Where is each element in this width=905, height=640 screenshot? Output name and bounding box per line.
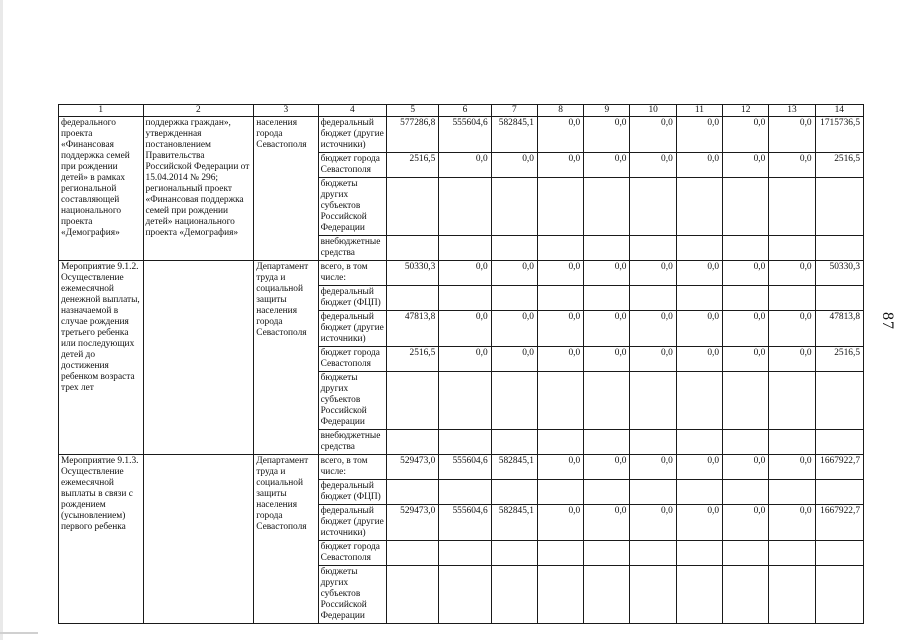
funding-source-cell: федеральный бюджет (ФЦП)	[318, 480, 386, 505]
executor-cell: населения города Севастополя	[254, 117, 318, 261]
header-cell: 14	[815, 105, 863, 117]
value-cell: 0,0	[537, 117, 583, 153]
value-cell	[439, 541, 491, 566]
value-cell: 0,0	[769, 505, 815, 541]
value-cell: 0,0	[769, 153, 815, 178]
value-cell: 0,0	[723, 153, 769, 178]
value-cell	[769, 372, 815, 430]
value-cell	[815, 480, 863, 505]
funding-source-cell: бюджет города Севастополя	[318, 153, 386, 178]
value-cell: 0,0	[630, 153, 676, 178]
value-cell: 47813,8	[387, 311, 439, 347]
value-cell: 529473,0	[387, 505, 439, 541]
header-cell: 10	[630, 105, 676, 117]
value-cell	[723, 541, 769, 566]
value-cell: 47813,8	[815, 311, 863, 347]
value-cell: 0,0	[537, 455, 583, 480]
value-cell	[491, 372, 537, 430]
value-cell: 0,0	[630, 117, 676, 153]
value-cell: 50330,3	[815, 261, 863, 286]
value-cell: 0,0	[537, 505, 583, 541]
value-cell: 0,0	[723, 261, 769, 286]
legal-basis-cell: поддержка граждан», утвержденная постановлением Правительства Российской Федерации от 15.04.2014 № 296; региональный проект «Финансовая поддержка семей при рождении детей» национального проекта «Демография»	[143, 117, 254, 261]
value-cell	[769, 236, 815, 261]
table-body	[59, 105, 864, 624]
value-cell	[676, 541, 722, 566]
value-cell: 0,0	[630, 347, 676, 372]
table-row	[59, 455, 864, 480]
table-row	[59, 117, 864, 153]
executor-cell: Департамент труда и социальной защиты населения города Севастополя	[254, 261, 318, 455]
value-cell: 0,0	[676, 153, 722, 178]
value-cell	[723, 566, 769, 624]
value-cell	[387, 480, 439, 505]
value-cell: 0,0	[769, 347, 815, 372]
value-cell: 0,0	[630, 261, 676, 286]
value-cell: 0,0	[769, 311, 815, 347]
value-cell: 0,0	[676, 505, 722, 541]
value-cell	[537, 430, 583, 455]
value-cell: 0,0	[769, 117, 815, 153]
value-cell	[815, 566, 863, 624]
header-cell: 3	[254, 105, 318, 117]
value-cell	[815, 430, 863, 455]
value-cell	[815, 178, 863, 236]
funding-source-cell: внебюджетные средства	[318, 430, 386, 455]
value-cell	[630, 286, 676, 311]
value-cell: 0,0	[584, 455, 630, 480]
value-cell	[723, 286, 769, 311]
value-cell	[491, 286, 537, 311]
value-cell: 577286,8	[387, 117, 439, 153]
funding-source-cell: всего, в том числе:	[318, 455, 386, 480]
measure-name-cell: Мероприятие 9.1.3. Осуществление ежемесячной выплаты в связи с рождением (усыновлением) первого ребенка	[59, 455, 144, 624]
funding-source-cell: внебюджетные средства	[318, 236, 386, 261]
header-cell: 7	[491, 105, 537, 117]
header-cell: 11	[676, 105, 722, 117]
value-cell	[439, 480, 491, 505]
value-cell	[630, 566, 676, 624]
measure-name-cell: Мероприятие 9.1.2. Осуществление ежемесячной денежной выплаты, назначаемой в случае рождения третьего ребенка или последующих детей до достижения ребенком возраста трех лет	[59, 261, 144, 455]
value-cell: 0,0	[676, 117, 722, 153]
value-cell: 0,0	[676, 347, 722, 372]
value-cell: 2516,5	[387, 347, 439, 372]
header-cell: 6	[439, 105, 491, 117]
value-cell	[584, 178, 630, 236]
value-cell: 50330,3	[387, 261, 439, 286]
value-cell: 529473,0	[387, 455, 439, 480]
value-cell	[630, 372, 676, 430]
value-cell: 582845,1	[491, 117, 537, 153]
value-cell	[537, 236, 583, 261]
value-cell: 0,0	[723, 347, 769, 372]
funding-source-cell: федеральный бюджет (другие источники)	[318, 311, 386, 347]
value-cell: 1667922,7	[815, 455, 863, 480]
value-cell	[439, 430, 491, 455]
executor-cell: Департамент труда и социальной защиты населения города Севастополя	[254, 455, 318, 624]
value-cell: 0,0	[630, 311, 676, 347]
value-cell: 0,0	[584, 347, 630, 372]
header-cell: 2	[143, 105, 254, 117]
value-cell: 0,0	[584, 153, 630, 178]
value-cell: 0,0	[537, 311, 583, 347]
value-cell	[387, 430, 439, 455]
funding-source-cell: федеральный бюджет (другие источники)	[318, 505, 386, 541]
value-cell: 0,0	[584, 311, 630, 347]
value-cell	[815, 372, 863, 430]
funding-source-cell: бюджет города Севастополя	[318, 347, 386, 372]
value-cell	[584, 480, 630, 505]
value-cell	[676, 566, 722, 624]
value-cell: 0,0	[769, 261, 815, 286]
value-cell: 0,0	[676, 455, 722, 480]
header-cell: 4	[318, 105, 386, 117]
value-cell: 0,0	[439, 347, 491, 372]
value-cell	[387, 541, 439, 566]
value-cell	[769, 480, 815, 505]
funding-source-cell: бюджеты других субъектов Российской Федерации	[318, 566, 386, 624]
value-cell	[584, 286, 630, 311]
value-cell: 0,0	[676, 261, 722, 286]
funding-source-cell: бюджет города Севастополя	[318, 541, 386, 566]
value-cell	[676, 372, 722, 430]
value-cell	[537, 566, 583, 624]
value-cell	[676, 236, 722, 261]
value-cell	[537, 480, 583, 505]
value-cell	[584, 566, 630, 624]
value-cell	[723, 430, 769, 455]
value-cell: 555604,6	[439, 117, 491, 153]
header-cell: 12	[723, 105, 769, 117]
header-cell: 13	[769, 105, 815, 117]
value-cell	[491, 430, 537, 455]
value-cell: 0,0	[584, 261, 630, 286]
value-cell	[630, 480, 676, 505]
value-cell: 0,0	[491, 261, 537, 286]
header-row	[59, 105, 864, 117]
page-number: 87	[879, 312, 896, 330]
value-cell: 0,0	[723, 117, 769, 153]
value-cell: 0,0	[630, 455, 676, 480]
value-cell: 1667922,7	[815, 505, 863, 541]
value-cell: 0,0	[491, 311, 537, 347]
value-cell: 2516,5	[815, 153, 863, 178]
header-cell: 1	[59, 105, 144, 117]
value-cell: 0,0	[537, 347, 583, 372]
scan-edge	[0, 0, 3, 640]
value-cell	[491, 236, 537, 261]
value-cell	[676, 178, 722, 236]
budget-table	[58, 104, 864, 624]
value-cell	[491, 566, 537, 624]
value-cell	[769, 286, 815, 311]
measure-name-cell: федерального проекта «Финансовая поддержка семей при рождении детей» в рамках региональной составляющей национального проекта «Демография»	[59, 117, 144, 261]
value-cell	[537, 541, 583, 566]
value-cell	[630, 430, 676, 455]
value-cell: 0,0	[630, 505, 676, 541]
value-cell	[439, 372, 491, 430]
value-cell	[387, 566, 439, 624]
value-cell	[584, 430, 630, 455]
value-cell	[815, 541, 863, 566]
header-cell: 5	[387, 105, 439, 117]
table-row	[59, 261, 864, 286]
value-cell	[439, 286, 491, 311]
value-cell: 0,0	[584, 117, 630, 153]
value-cell	[537, 286, 583, 311]
value-cell	[815, 286, 863, 311]
funding-source-cell: бюджеты других субъектов Российской Федерации	[318, 372, 386, 430]
header-cell: 8	[537, 105, 583, 117]
value-cell	[676, 286, 722, 311]
value-cell: 0,0	[584, 505, 630, 541]
value-cell: 555604,6	[439, 455, 491, 480]
value-cell	[537, 178, 583, 236]
value-cell: 0,0	[723, 311, 769, 347]
value-cell	[584, 372, 630, 430]
value-cell: 0,0	[439, 261, 491, 286]
funding-source-cell: федеральный бюджет (ФЦП)	[318, 286, 386, 311]
value-cell: 1715736,5	[815, 117, 863, 153]
funding-source-cell: всего, в том числе:	[318, 261, 386, 286]
value-cell	[491, 178, 537, 236]
value-cell	[769, 430, 815, 455]
value-cell: 0,0	[723, 505, 769, 541]
value-cell: 0,0	[439, 153, 491, 178]
value-cell	[676, 480, 722, 505]
value-cell: 555604,6	[439, 505, 491, 541]
scan-mark	[0, 632, 38, 634]
value-cell: 0,0	[537, 153, 583, 178]
value-cell	[630, 236, 676, 261]
value-cell	[387, 178, 439, 236]
value-cell	[769, 178, 815, 236]
value-cell	[630, 541, 676, 566]
value-cell	[815, 236, 863, 261]
value-cell: 0,0	[491, 153, 537, 178]
value-cell	[769, 541, 815, 566]
funding-source-cell: бюджеты других субъектов Российской Федерации	[318, 178, 386, 236]
funding-source-cell: федеральный бюджет (другие источники)	[318, 117, 386, 153]
value-cell	[439, 236, 491, 261]
value-cell: 2516,5	[815, 347, 863, 372]
value-cell	[723, 236, 769, 261]
value-cell	[584, 236, 630, 261]
value-cell	[537, 372, 583, 430]
value-cell: 0,0	[491, 347, 537, 372]
value-cell: 2516,5	[387, 153, 439, 178]
value-cell	[769, 566, 815, 624]
value-cell	[584, 541, 630, 566]
legal-basis-cell	[143, 455, 254, 624]
value-cell: 0,0	[723, 455, 769, 480]
value-cell	[491, 480, 537, 505]
value-cell	[491, 541, 537, 566]
header-cell: 9	[584, 105, 630, 117]
value-cell	[439, 566, 491, 624]
value-cell	[387, 372, 439, 430]
value-cell	[630, 178, 676, 236]
value-cell: 582845,1	[491, 455, 537, 480]
legal-basis-cell	[143, 261, 254, 455]
value-cell: 0,0	[676, 311, 722, 347]
value-cell	[723, 178, 769, 236]
value-cell	[387, 236, 439, 261]
value-cell: 0,0	[537, 261, 583, 286]
value-cell	[676, 430, 722, 455]
value-cell: 582845,1	[491, 505, 537, 541]
value-cell	[723, 372, 769, 430]
value-cell	[439, 178, 491, 236]
value-cell	[387, 286, 439, 311]
value-cell: 0,0	[769, 455, 815, 480]
value-cell: 0,0	[439, 311, 491, 347]
value-cell	[723, 480, 769, 505]
